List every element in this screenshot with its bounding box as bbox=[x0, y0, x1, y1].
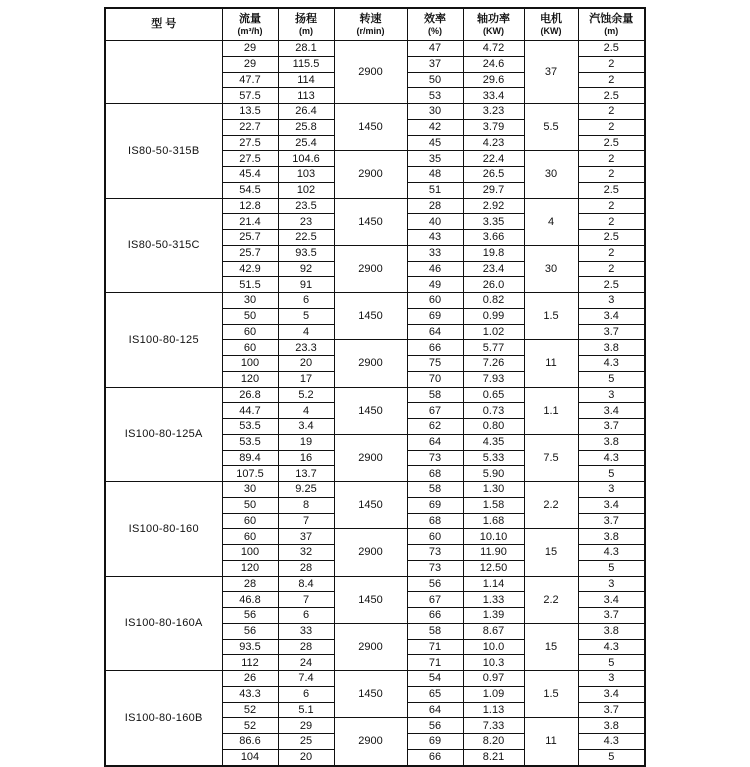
header-flow: 流量 (m³/h) bbox=[222, 8, 278, 41]
npsh-cell: 4.3 bbox=[578, 639, 645, 655]
flow-cell: 54.5 bbox=[222, 182, 278, 198]
model-cell: IS80-50-315C bbox=[105, 198, 222, 293]
model-cell: IS100-80-125 bbox=[105, 293, 222, 388]
npsh-cell: 3.7 bbox=[578, 324, 645, 340]
efficiency-cell: 60 bbox=[407, 529, 463, 545]
motor-cell: 15 bbox=[524, 623, 578, 670]
flow-cell: 13.5 bbox=[222, 104, 278, 120]
flow-cell: 45.4 bbox=[222, 167, 278, 183]
npsh-cell: 3.4 bbox=[578, 308, 645, 324]
shaft-power-cell: 5.33 bbox=[463, 450, 524, 466]
shaft-power-cell: 4.23 bbox=[463, 135, 524, 151]
shaft-power-cell: 1.02 bbox=[463, 324, 524, 340]
flow-cell: 56 bbox=[222, 623, 278, 639]
motor-cell: 11 bbox=[524, 340, 578, 387]
npsh-cell: 2 bbox=[578, 214, 645, 230]
shaft-power-cell: 7.93 bbox=[463, 371, 524, 387]
head-cell: 29 bbox=[278, 718, 334, 734]
speed-cell: 1450 bbox=[334, 104, 407, 151]
flow-cell: 25.7 bbox=[222, 230, 278, 246]
npsh-cell: 2.5 bbox=[578, 135, 645, 151]
model-cell: IS100-80-160 bbox=[105, 482, 222, 577]
head-cell: 28.1 bbox=[278, 41, 334, 57]
efficiency-cell: 71 bbox=[407, 655, 463, 671]
flow-cell: 12.8 bbox=[222, 198, 278, 214]
head-cell: 19 bbox=[278, 434, 334, 450]
head-cell: 26.4 bbox=[278, 104, 334, 120]
shaft-power-cell: 8.67 bbox=[463, 623, 524, 639]
head-cell: 93.5 bbox=[278, 245, 334, 261]
shaft-power-cell: 10.3 bbox=[463, 655, 524, 671]
head-cell: 6 bbox=[278, 608, 334, 624]
head-cell: 7 bbox=[278, 513, 334, 529]
head-cell: 6 bbox=[278, 293, 334, 309]
npsh-cell: 3.4 bbox=[578, 592, 645, 608]
efficiency-cell: 46 bbox=[407, 261, 463, 277]
npsh-cell: 5 bbox=[578, 749, 645, 765]
speed-cell: 1450 bbox=[334, 387, 407, 434]
flow-cell: 26 bbox=[222, 671, 278, 687]
flow-cell: 52 bbox=[222, 718, 278, 734]
shaft-power-cell: 3.35 bbox=[463, 214, 524, 230]
flow-cell: 25.7 bbox=[222, 245, 278, 261]
flow-cell: 30 bbox=[222, 482, 278, 498]
flow-cell: 112 bbox=[222, 655, 278, 671]
flow-cell: 29 bbox=[222, 56, 278, 72]
flow-cell: 43.3 bbox=[222, 686, 278, 702]
speed-cell: 1450 bbox=[334, 293, 407, 340]
speed-cell: 2900 bbox=[334, 340, 407, 387]
motor-cell: 37 bbox=[524, 41, 578, 104]
efficiency-cell: 73 bbox=[407, 450, 463, 466]
table-header bbox=[105, 8, 645, 41]
npsh-cell: 2.5 bbox=[578, 277, 645, 293]
efficiency-cell: 66 bbox=[407, 749, 463, 765]
head-cell: 25.8 bbox=[278, 119, 334, 135]
shaft-power-cell: 1.33 bbox=[463, 592, 524, 608]
npsh-cell: 3.8 bbox=[578, 529, 645, 545]
flow-cell: 26.8 bbox=[222, 387, 278, 403]
shaft-power-cell: 5.77 bbox=[463, 340, 524, 356]
speed-cell: 2900 bbox=[334, 529, 407, 576]
npsh-cell: 4.3 bbox=[578, 450, 645, 466]
head-cell: 25.4 bbox=[278, 135, 334, 151]
efficiency-cell: 58 bbox=[407, 623, 463, 639]
npsh-cell: 2 bbox=[578, 198, 645, 214]
shaft-power-cell: 23.4 bbox=[463, 261, 524, 277]
flow-cell: 50 bbox=[222, 308, 278, 324]
shaft-power-cell: 1.14 bbox=[463, 576, 524, 592]
head-cell: 20 bbox=[278, 356, 334, 372]
shaft-power-cell: 7.26 bbox=[463, 356, 524, 372]
header-row bbox=[105, 8, 645, 41]
npsh-cell: 3.7 bbox=[578, 513, 645, 529]
npsh-cell: 5 bbox=[578, 655, 645, 671]
motor-cell: 30 bbox=[524, 245, 578, 292]
shaft-power-cell: 0.80 bbox=[463, 419, 524, 435]
efficiency-cell: 30 bbox=[407, 104, 463, 120]
shaft-power-cell: 1.30 bbox=[463, 482, 524, 498]
npsh-cell: 3 bbox=[578, 387, 645, 403]
npsh-cell: 3.4 bbox=[578, 686, 645, 702]
efficiency-cell: 68 bbox=[407, 466, 463, 482]
head-cell: 8 bbox=[278, 497, 334, 513]
npsh-cell: 2.5 bbox=[578, 41, 645, 57]
head-cell: 115.5 bbox=[278, 56, 334, 72]
table-row bbox=[105, 387, 645, 403]
flow-cell: 107.5 bbox=[222, 466, 278, 482]
npsh-cell: 3.7 bbox=[578, 608, 645, 624]
flow-cell: 47.7 bbox=[222, 72, 278, 88]
shaft-power-cell: 10.10 bbox=[463, 529, 524, 545]
header-head: 扬程 (m) bbox=[278, 8, 334, 41]
efficiency-cell: 66 bbox=[407, 340, 463, 356]
head-cell: 92 bbox=[278, 261, 334, 277]
npsh-cell: 4.3 bbox=[578, 545, 645, 561]
flow-cell: 53.5 bbox=[222, 434, 278, 450]
shaft-power-cell: 3.66 bbox=[463, 230, 524, 246]
efficiency-cell: 70 bbox=[407, 371, 463, 387]
shaft-power-cell: 3.23 bbox=[463, 104, 524, 120]
table-row bbox=[105, 293, 645, 309]
shaft-power-cell: 3.79 bbox=[463, 119, 524, 135]
flow-cell: 52 bbox=[222, 702, 278, 718]
efficiency-cell: 33 bbox=[407, 245, 463, 261]
npsh-cell: 3.7 bbox=[578, 419, 645, 435]
flow-cell: 57.5 bbox=[222, 88, 278, 104]
model-cell: IS100-80-160A bbox=[105, 576, 222, 671]
efficiency-cell: 65 bbox=[407, 686, 463, 702]
efficiency-cell: 69 bbox=[407, 734, 463, 750]
head-cell: 103 bbox=[278, 167, 334, 183]
head-cell: 20 bbox=[278, 749, 334, 765]
npsh-cell: 3.8 bbox=[578, 340, 645, 356]
npsh-cell: 3 bbox=[578, 671, 645, 687]
motor-cell: 11 bbox=[524, 718, 578, 766]
head-cell: 114 bbox=[278, 72, 334, 88]
npsh-cell: 2 bbox=[578, 119, 645, 135]
head-cell: 33 bbox=[278, 623, 334, 639]
shaft-power-cell: 8.20 bbox=[463, 734, 524, 750]
efficiency-cell: 64 bbox=[407, 324, 463, 340]
motor-cell: 1.1 bbox=[524, 387, 578, 434]
npsh-cell: 5 bbox=[578, 466, 645, 482]
model-cell: IS100-80-125A bbox=[105, 387, 222, 482]
flow-cell: 60 bbox=[222, 529, 278, 545]
flow-cell: 100 bbox=[222, 356, 278, 372]
shaft-power-cell: 22.4 bbox=[463, 151, 524, 167]
flow-cell: 46.8 bbox=[222, 592, 278, 608]
head-cell: 3.4 bbox=[278, 419, 334, 435]
head-cell: 28 bbox=[278, 639, 334, 655]
flow-cell: 53.5 bbox=[222, 419, 278, 435]
flow-cell: 100 bbox=[222, 545, 278, 561]
head-cell: 23.3 bbox=[278, 340, 334, 356]
efficiency-cell: 47 bbox=[407, 41, 463, 57]
efficiency-cell: 56 bbox=[407, 576, 463, 592]
speed-cell: 2900 bbox=[334, 151, 407, 198]
head-cell: 5 bbox=[278, 308, 334, 324]
shaft-power-cell: 0.99 bbox=[463, 308, 524, 324]
efficiency-cell: 48 bbox=[407, 167, 463, 183]
head-cell: 28 bbox=[278, 560, 334, 576]
head-cell: 13.7 bbox=[278, 466, 334, 482]
speed-cell: 1450 bbox=[334, 198, 407, 245]
speed-cell: 1450 bbox=[334, 482, 407, 529]
efficiency-cell: 28 bbox=[407, 198, 463, 214]
flow-cell: 22.7 bbox=[222, 119, 278, 135]
shaft-power-cell: 0.73 bbox=[463, 403, 524, 419]
efficiency-cell: 64 bbox=[407, 702, 463, 718]
model-cell: IS100-80-160B bbox=[105, 671, 222, 766]
flow-cell: 28 bbox=[222, 576, 278, 592]
npsh-cell: 3 bbox=[578, 293, 645, 309]
table-row bbox=[105, 671, 645, 687]
shaft-power-cell: 5.90 bbox=[463, 466, 524, 482]
flow-cell: 120 bbox=[222, 371, 278, 387]
header-npsh: 汽蚀余量 (m) bbox=[578, 8, 645, 41]
flow-cell: 104 bbox=[222, 749, 278, 765]
efficiency-cell: 69 bbox=[407, 497, 463, 513]
efficiency-cell: 53 bbox=[407, 88, 463, 104]
npsh-cell: 4.3 bbox=[578, 356, 645, 372]
model-cell bbox=[105, 41, 222, 104]
head-cell: 4 bbox=[278, 324, 334, 340]
flow-cell: 50 bbox=[222, 497, 278, 513]
flow-cell: 93.5 bbox=[222, 639, 278, 655]
head-cell: 113 bbox=[278, 88, 334, 104]
npsh-cell: 3 bbox=[578, 576, 645, 592]
speed-cell: 2900 bbox=[334, 245, 407, 292]
efficiency-cell: 75 bbox=[407, 356, 463, 372]
head-cell: 23 bbox=[278, 214, 334, 230]
head-cell: 37 bbox=[278, 529, 334, 545]
efficiency-cell: 73 bbox=[407, 545, 463, 561]
flow-cell: 86.6 bbox=[222, 734, 278, 750]
speed-cell: 2900 bbox=[334, 623, 407, 670]
efficiency-cell: 35 bbox=[407, 151, 463, 167]
shaft-power-cell: 1.09 bbox=[463, 686, 524, 702]
shaft-power-cell: 29.6 bbox=[463, 72, 524, 88]
flow-cell: 21.4 bbox=[222, 214, 278, 230]
motor-cell: 30 bbox=[524, 151, 578, 198]
motor-cell: 1.5 bbox=[524, 671, 578, 718]
flow-cell: 27.5 bbox=[222, 135, 278, 151]
table-row bbox=[105, 104, 645, 120]
head-cell: 24 bbox=[278, 655, 334, 671]
npsh-cell: 5 bbox=[578, 371, 645, 387]
head-cell: 32 bbox=[278, 545, 334, 561]
npsh-cell: 2.5 bbox=[578, 182, 645, 198]
shaft-power-cell: 24.6 bbox=[463, 56, 524, 72]
npsh-cell: 3.8 bbox=[578, 623, 645, 639]
header-motor: 电机 (KW) bbox=[524, 8, 578, 41]
efficiency-cell: 66 bbox=[407, 608, 463, 624]
shaft-power-cell: 26.5 bbox=[463, 167, 524, 183]
speed-cell: 1450 bbox=[334, 671, 407, 718]
efficiency-cell: 50 bbox=[407, 72, 463, 88]
npsh-cell: 3.8 bbox=[578, 718, 645, 734]
efficiency-cell: 67 bbox=[407, 592, 463, 608]
shaft-power-cell: 1.13 bbox=[463, 702, 524, 718]
npsh-cell: 2.5 bbox=[578, 88, 645, 104]
efficiency-cell: 42 bbox=[407, 119, 463, 135]
shaft-power-cell: 1.68 bbox=[463, 513, 524, 529]
table-row bbox=[105, 41, 645, 57]
table-row bbox=[105, 482, 645, 498]
speed-cell: 2900 bbox=[334, 718, 407, 766]
efficiency-cell: 71 bbox=[407, 639, 463, 655]
npsh-cell: 2 bbox=[578, 104, 645, 120]
flow-cell: 27.5 bbox=[222, 151, 278, 167]
speed-cell: 2900 bbox=[334, 434, 407, 481]
flow-cell: 42.9 bbox=[222, 261, 278, 277]
efficiency-cell: 37 bbox=[407, 56, 463, 72]
head-cell: 9.25 bbox=[278, 482, 334, 498]
npsh-cell: 5 bbox=[578, 560, 645, 576]
npsh-cell: 2 bbox=[578, 72, 645, 88]
efficiency-cell: 43 bbox=[407, 230, 463, 246]
flow-cell: 60 bbox=[222, 324, 278, 340]
head-cell: 16 bbox=[278, 450, 334, 466]
efficiency-cell: 40 bbox=[407, 214, 463, 230]
efficiency-cell: 51 bbox=[407, 182, 463, 198]
flow-cell: 30 bbox=[222, 293, 278, 309]
shaft-power-cell: 4.72 bbox=[463, 41, 524, 57]
shaft-power-cell: 29.7 bbox=[463, 182, 524, 198]
motor-cell: 7.5 bbox=[524, 434, 578, 481]
shaft-power-cell: 7.33 bbox=[463, 718, 524, 734]
npsh-cell: 2 bbox=[578, 245, 645, 261]
efficiency-cell: 54 bbox=[407, 671, 463, 687]
flow-cell: 60 bbox=[222, 513, 278, 529]
efficiency-cell: 58 bbox=[407, 482, 463, 498]
head-cell: 7 bbox=[278, 592, 334, 608]
shaft-power-cell: 10.0 bbox=[463, 639, 524, 655]
flow-cell: 44.7 bbox=[222, 403, 278, 419]
npsh-cell: 3.7 bbox=[578, 702, 645, 718]
header-shaft-power: 轴功率 (KW) bbox=[463, 8, 524, 41]
shaft-power-cell: 4.35 bbox=[463, 434, 524, 450]
efficiency-cell: 67 bbox=[407, 403, 463, 419]
flow-cell: 120 bbox=[222, 560, 278, 576]
head-cell: 25 bbox=[278, 734, 334, 750]
shaft-power-cell: 26.0 bbox=[463, 277, 524, 293]
efficiency-cell: 49 bbox=[407, 277, 463, 293]
shaft-power-cell: 0.97 bbox=[463, 671, 524, 687]
efficiency-cell: 56 bbox=[407, 718, 463, 734]
flow-cell: 29 bbox=[222, 41, 278, 57]
header-model: 型 号 bbox=[105, 8, 222, 41]
motor-cell: 1.5 bbox=[524, 293, 578, 340]
npsh-cell: 3.4 bbox=[578, 497, 645, 513]
table-row bbox=[105, 198, 645, 214]
head-cell: 102 bbox=[278, 182, 334, 198]
head-cell: 91 bbox=[278, 277, 334, 293]
head-cell: 104.6 bbox=[278, 151, 334, 167]
head-cell: 5.1 bbox=[278, 702, 334, 718]
shaft-power-cell: 0.65 bbox=[463, 387, 524, 403]
head-cell: 5.2 bbox=[278, 387, 334, 403]
npsh-cell: 2 bbox=[578, 261, 645, 277]
npsh-cell: 4.3 bbox=[578, 734, 645, 750]
npsh-cell: 3.4 bbox=[578, 403, 645, 419]
flow-cell: 56 bbox=[222, 608, 278, 624]
speed-cell: 2900 bbox=[334, 41, 407, 104]
shaft-power-cell: 12.50 bbox=[463, 560, 524, 576]
table-row bbox=[105, 576, 645, 592]
head-cell: 23.5 bbox=[278, 198, 334, 214]
shaft-power-cell: 11.90 bbox=[463, 545, 524, 561]
motor-cell: 15 bbox=[524, 529, 578, 576]
shaft-power-cell: 0.82 bbox=[463, 293, 524, 309]
motor-cell: 4 bbox=[524, 198, 578, 245]
head-cell: 4 bbox=[278, 403, 334, 419]
npsh-cell: 2 bbox=[578, 151, 645, 167]
shaft-power-cell: 1.39 bbox=[463, 608, 524, 624]
efficiency-cell: 64 bbox=[407, 434, 463, 450]
efficiency-cell: 62 bbox=[407, 419, 463, 435]
motor-cell: 5.5 bbox=[524, 104, 578, 151]
head-cell: 7.4 bbox=[278, 671, 334, 687]
pump-spec-table bbox=[104, 7, 646, 767]
efficiency-cell: 68 bbox=[407, 513, 463, 529]
motor-cell: 2.2 bbox=[524, 482, 578, 529]
shaft-power-cell: 2.92 bbox=[463, 198, 524, 214]
head-cell: 8.4 bbox=[278, 576, 334, 592]
flow-cell: 51.5 bbox=[222, 277, 278, 293]
speed-cell: 1450 bbox=[334, 576, 407, 623]
motor-cell: 2.2 bbox=[524, 576, 578, 623]
flow-cell: 60 bbox=[222, 340, 278, 356]
efficiency-cell: 45 bbox=[407, 135, 463, 151]
efficiency-cell: 60 bbox=[407, 293, 463, 309]
npsh-cell: 2.5 bbox=[578, 230, 645, 246]
shaft-power-cell: 1.58 bbox=[463, 497, 524, 513]
npsh-cell: 3.8 bbox=[578, 434, 645, 450]
header-speed: 转速 (r/min) bbox=[334, 8, 407, 41]
head-cell: 22.5 bbox=[278, 230, 334, 246]
head-cell: 6 bbox=[278, 686, 334, 702]
model-cell: IS80-50-315B bbox=[105, 104, 222, 199]
efficiency-cell: 58 bbox=[407, 387, 463, 403]
npsh-cell: 3 bbox=[578, 482, 645, 498]
efficiency-cell: 73 bbox=[407, 560, 463, 576]
header-efficiency: 效率 (%) bbox=[407, 8, 463, 41]
shaft-power-cell: 19.8 bbox=[463, 245, 524, 261]
shaft-power-cell: 8.21 bbox=[463, 749, 524, 765]
shaft-power-cell: 33.4 bbox=[463, 88, 524, 104]
npsh-cell: 2 bbox=[578, 56, 645, 72]
npsh-cell: 2 bbox=[578, 167, 645, 183]
flow-cell: 89.4 bbox=[222, 450, 278, 466]
table-body bbox=[105, 41, 645, 766]
head-cell: 17 bbox=[278, 371, 334, 387]
efficiency-cell: 69 bbox=[407, 308, 463, 324]
